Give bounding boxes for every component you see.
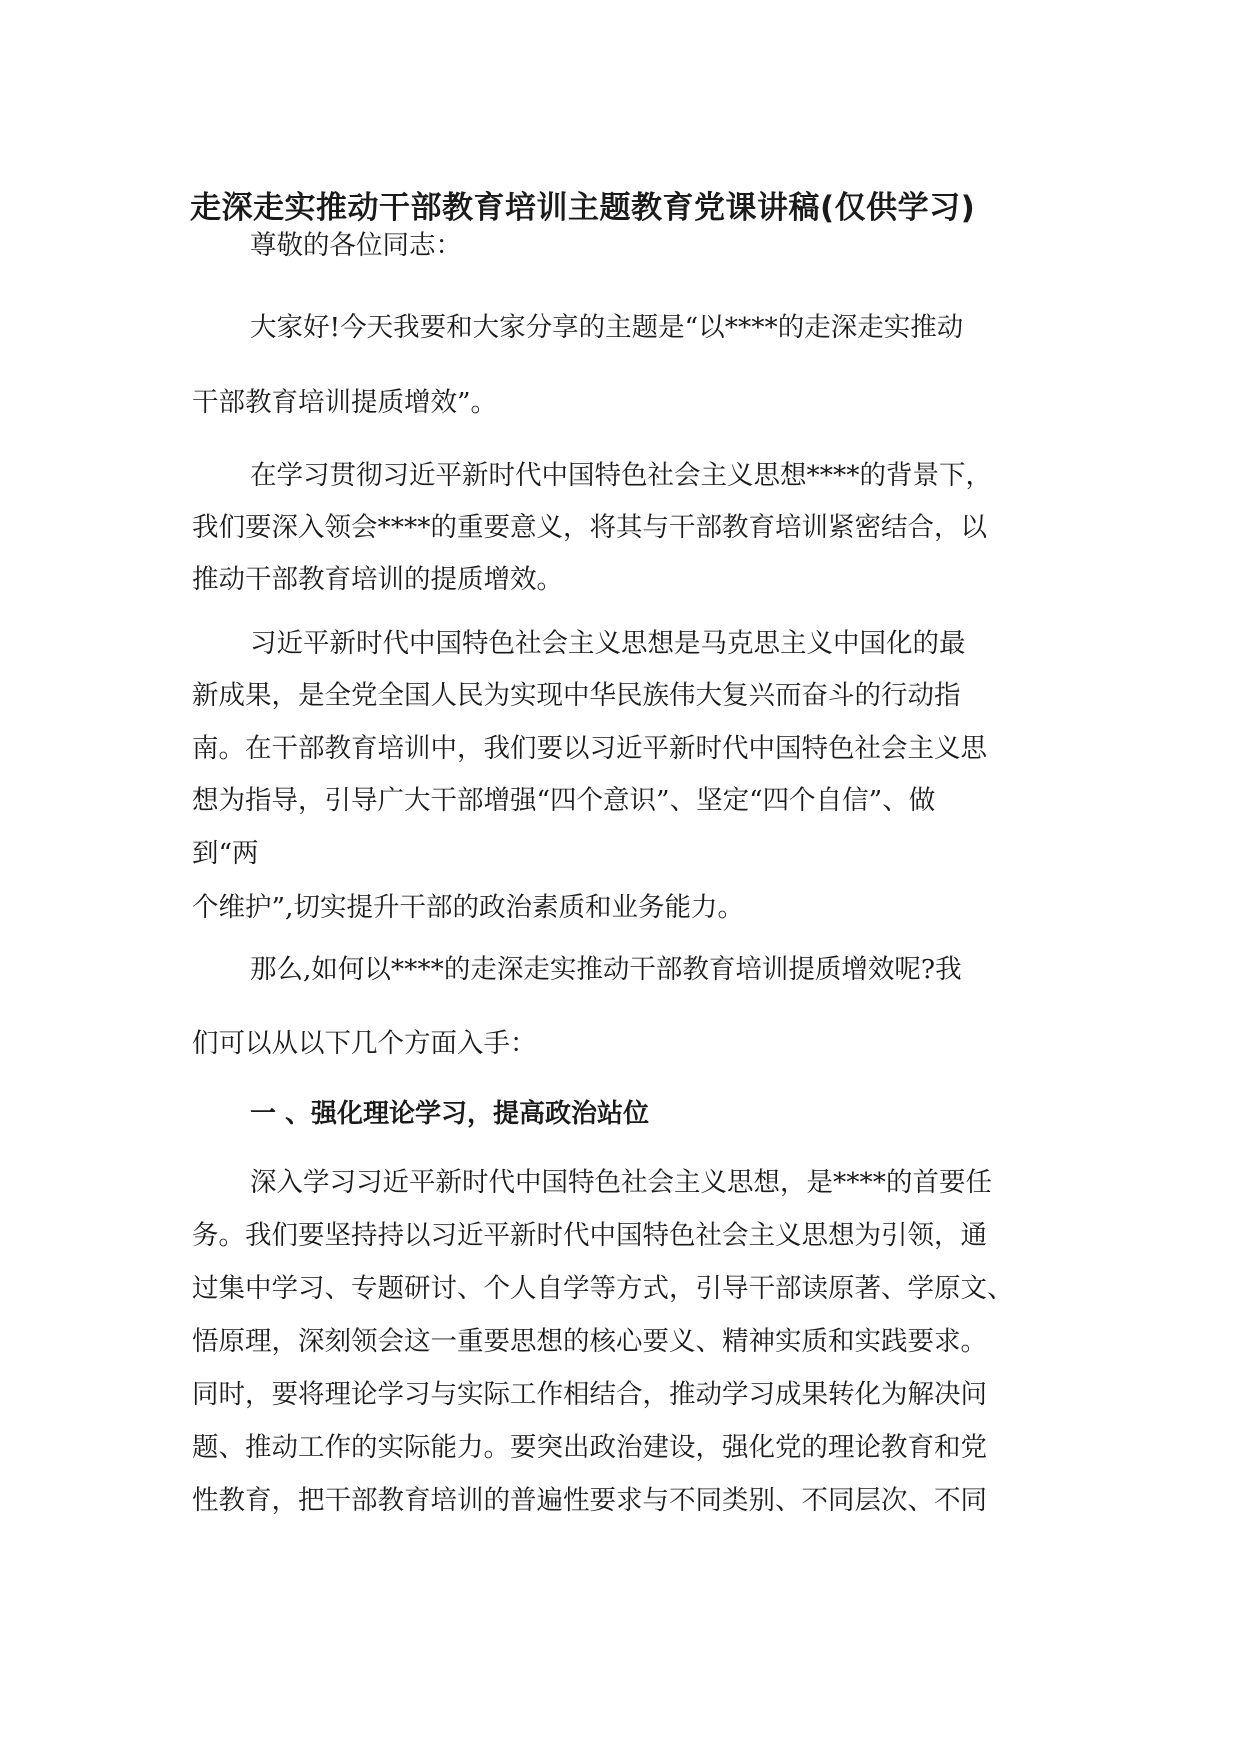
paragraph-line: 我们要深入领会****的重要意义，将其与干部教育培训紧密结合，以 (192, 512, 987, 543)
paragraph-line: 个维护”,切实提升干部的政治素质和业务能力。 (192, 892, 744, 923)
paragraph-line: 南。在干部教育培训中，我们要以习近平新时代中国特色社会主义思 (192, 733, 987, 764)
paragraph-line: 新成果，是全党全国人民为实现中华民族伟大复兴而奋斗的行动指 (192, 680, 961, 711)
paragraph-line: 深入学习习近平新时代中国特色社会主义思想，是****的首要任 (250, 1167, 992, 1198)
salutation: 尊敬的各位同志： (250, 230, 462, 261)
paragraph-line: 想为指导，引导广大干部增强“四个意识”、坚定“四个自信”、做 (192, 785, 936, 816)
paragraph-line: 题、推动工作的实际能力。要突出政治建设，强化党的理论教育和党 (192, 1432, 987, 1463)
paragraph-line: 干部教育培训提质增效”。 (192, 387, 498, 418)
document-title: 走深走实推动干部教育培训主题教育党课讲稿(仅供学习) (190, 190, 976, 226)
paragraph-line: 们可以从以下几个方面入手： (192, 1028, 537, 1059)
paragraph-line: 大家好!今天我要和大家分享的主题是“以****的走深走实推动 (250, 312, 964, 343)
paragraph-line: 那么,如何以****的走深走实推动干部教育培训提质增效呢?我 (250, 954, 962, 985)
paragraph-line: 到“两 (192, 838, 259, 869)
paragraph-line: 务。我们要坚持持以习近平新时代中国特色社会主义思想为引领，通 (192, 1220, 987, 1251)
paragraph-line: 悟原理，深刻领会这一重要思想的核心要义、精神实质和实践要求。 (192, 1326, 987, 1357)
section-heading: 一 、强化理论学习，提高政治站位 (250, 1099, 650, 1129)
paragraph-line: 过集中学习、专题研讨、个人自学等方式，引导干部读原著、学原文、 (192, 1273, 1014, 1304)
paragraph-line: 同时，要将理论学习与实际工作相结合，推动学习成果转化为解决问 (192, 1379, 987, 1410)
paragraph-line: 性教育，把干部教育培训的普遍性要求与不同类别、不同层次、不同 (192, 1485, 987, 1516)
paragraph-line: 推动干部教育培训的提质增效。 (192, 564, 563, 595)
paragraph-line: 习近平新时代中国特色社会主义思想是马克思主义中国化的最 (250, 628, 966, 659)
paragraph-line: 在学习贯彻习近平新时代中国特色社会主义思想****的背景下， (250, 460, 992, 491)
